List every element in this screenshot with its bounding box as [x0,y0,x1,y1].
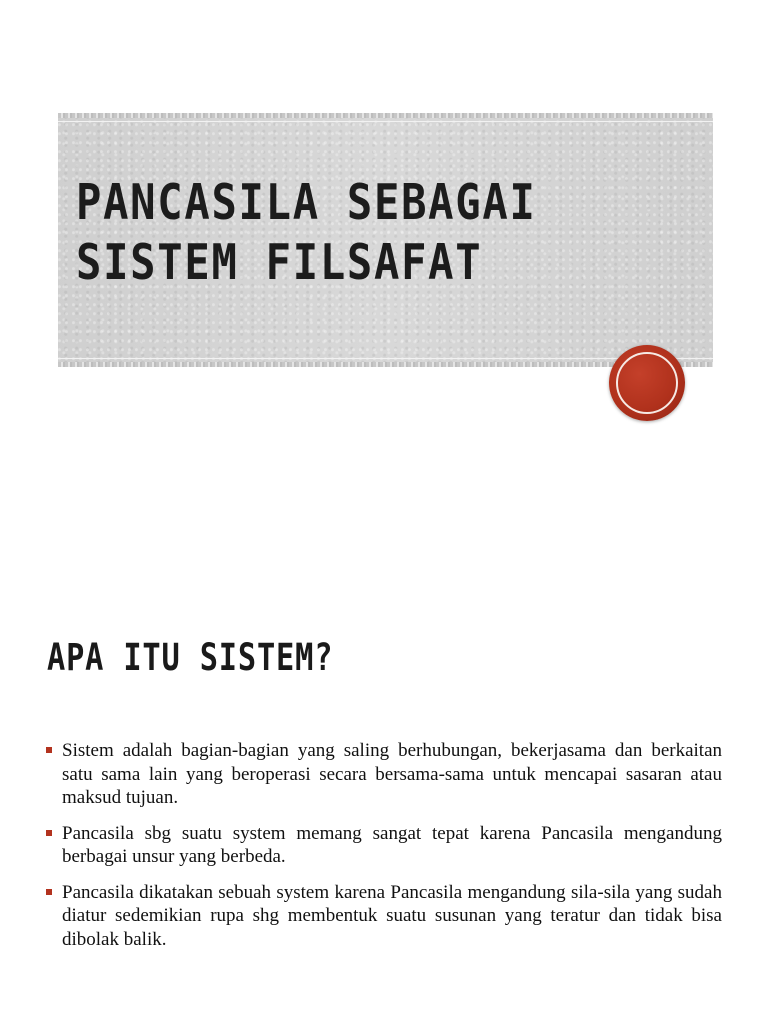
banner-bottom-line [58,358,713,359]
bullet-item [46,739,722,810]
bullet-list [46,739,722,963]
slide-title-line-2: SISTEM FILSAFAT [76,234,483,291]
banner-top-line [58,121,713,122]
square-bullet-icon [46,889,52,895]
red-circle-badge-icon [609,345,685,421]
bullet-text: Sistem adalah bagian-bagian yang saling berhubungan, bekerjasama dan berkaitan satu sama lain yang beroperasi secara bersama-sama untuk mencapai sasaran atau maksud tujuan. [62,740,722,808]
bullet-text: Pancasila sbg suatu system memang sangat tepat karena Pancasila mengandung berbagai unsur yang berbeda. [62,822,722,867]
bullet-text: Pancasila dikatakan sebuah system karena Pancasila mengandung sila-sila yang sudah diatur sedemikian rupa shg membentuk suatu susunan yang teratur dan tidak bisa dibolak balik. [62,881,722,950]
bullet-item [46,822,722,869]
title-banner [58,113,713,367]
square-bullet-icon [46,830,52,836]
section-heading: APA ITU SISTEM? [47,636,334,679]
banner-top-edge [58,113,713,118]
slide-title-line-1: PANCASILA SEBAGAI [76,174,537,231]
bullet-item [46,881,722,952]
slide-title [76,173,592,293]
square-bullet-icon [46,747,52,753]
